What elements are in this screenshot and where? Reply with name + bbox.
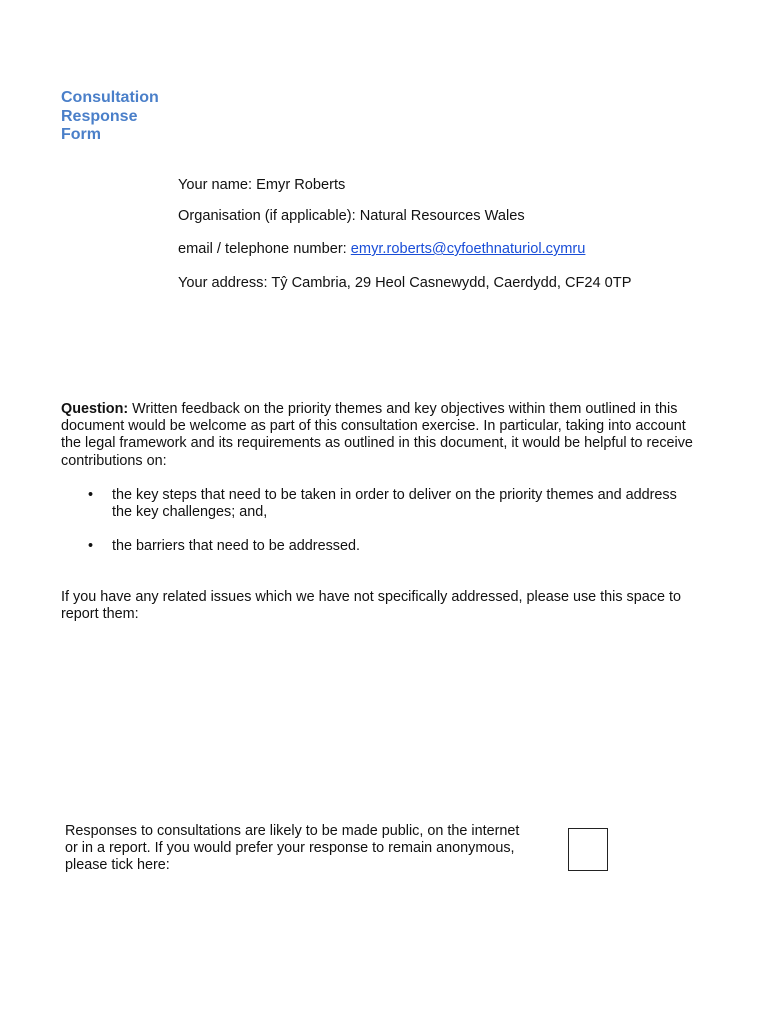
question-text: Written feedback on the priority themes and key objectives within them outlined in this document would be welcome as part of this consultation exercise. In particular, taking into account the legal framework and its requirements as outlined in this document, it would be helpful to receive contributions on: [61,401,693,469]
address-row [178,275,631,291]
bullet-icon: • [88,487,94,503]
name-row [178,177,345,193]
contact-label: email / telephone number: [178,241,351,257]
question-paragraph [61,401,701,470]
name-label: Your name: [178,177,257,193]
address-label: Your address: [178,275,272,291]
organisation-value: Natural Resources Wales [359,208,525,224]
bullet-icon: • [88,538,94,555]
bullet-text: the barriers that need to be addressed. [112,538,360,555]
question-bullet-list [88,487,688,556]
organisation-label: Organisation (if applicable): [178,208,360,224]
list-item [88,538,688,555]
contact-row [178,241,585,257]
related-issues-text: If you have any related issues which we have not specifically addressed, please use this space to report them: [61,589,681,623]
form-title-line-3: Form [61,126,101,143]
name-value: Emyr Roberts [256,177,346,193]
anonymity-checkbox[interactable] [568,828,608,871]
form-title [61,89,159,145]
bullet-text: the key steps that need to be taken in order to deliver on the priority themes and address the key challenges; and, [112,487,677,521]
anonymity-text: Responses to consultations are likely to be made public, on the internet or in a report. If you would prefer your response to remain anonymous, please tick here: [65,823,520,874]
address-value: Tŷ Cambria, 29 Heol Casnewydd, Caerdydd, CF24 0TP [271,275,632,291]
email-link[interactable]: emyr.roberts@cyfoethnaturiol.cymru [350,241,586,257]
form-title-line-2: Response [61,107,138,125]
organisation-row [178,208,525,224]
form-title-line-1: Consultation [61,89,159,106]
list-item [88,487,688,521]
question-label: Question: [61,401,129,417]
